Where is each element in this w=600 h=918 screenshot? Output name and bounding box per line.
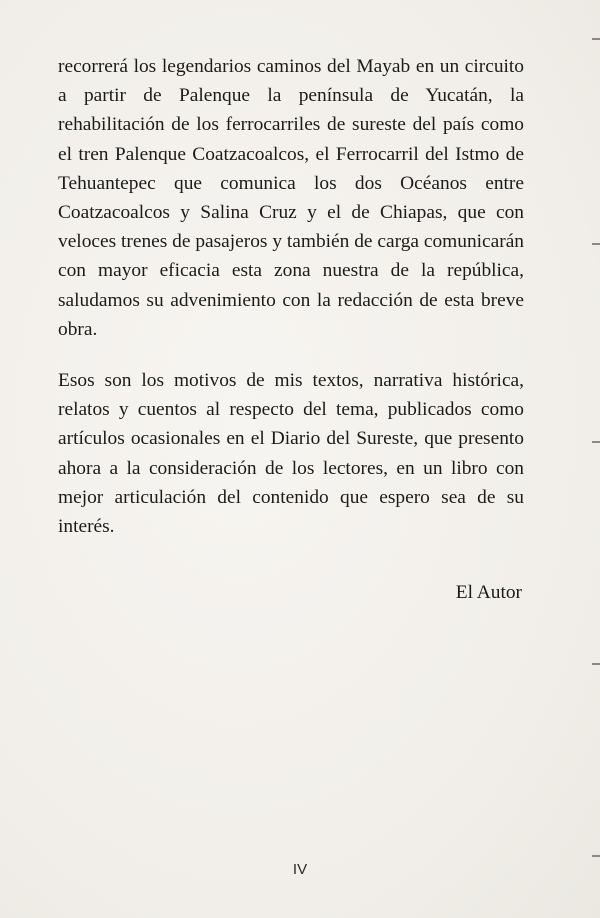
edge-mark bbox=[592, 243, 600, 245]
edge-mark bbox=[592, 38, 600, 40]
edge-mark bbox=[592, 855, 600, 857]
paragraph-2: Esos son los motivos de mis textos, narrativa histórica, relatos y cuentos al respecto del tema, publicados como artículos ocasionales en el Diario del Sureste, que presento ahora a la consideración de los lectores, en un libro con mejor articulación del contenido que espero sea de su interés. bbox=[58, 370, 524, 538]
edge-mark bbox=[592, 441, 600, 443]
body-text bbox=[58, 52, 524, 541]
edge-mark bbox=[592, 663, 600, 665]
page-number: IV bbox=[292, 861, 308, 878]
author-signature: El Autor bbox=[455, 582, 522, 603]
paragraph-1: recorrerá los legendarios caminos del Mayab en un circuito a partir de Palenque la península de Yucatán, la rehabilitación de los ferrocarriles de sureste del país como el tren Palenque Coatzacoalcos, el Ferrocarril del Istmo de Tehuantepec que comunica los dos Océanos entre Coatzacoalcos y Salina Cruz y el de Chiapas, que con veloces trenes de pasajeros y también de carga comunicarán con mayor eficacia esta zona nuestra de la república, saludamos su advenimiento con la redacción de esta breve obra. bbox=[58, 56, 524, 340]
